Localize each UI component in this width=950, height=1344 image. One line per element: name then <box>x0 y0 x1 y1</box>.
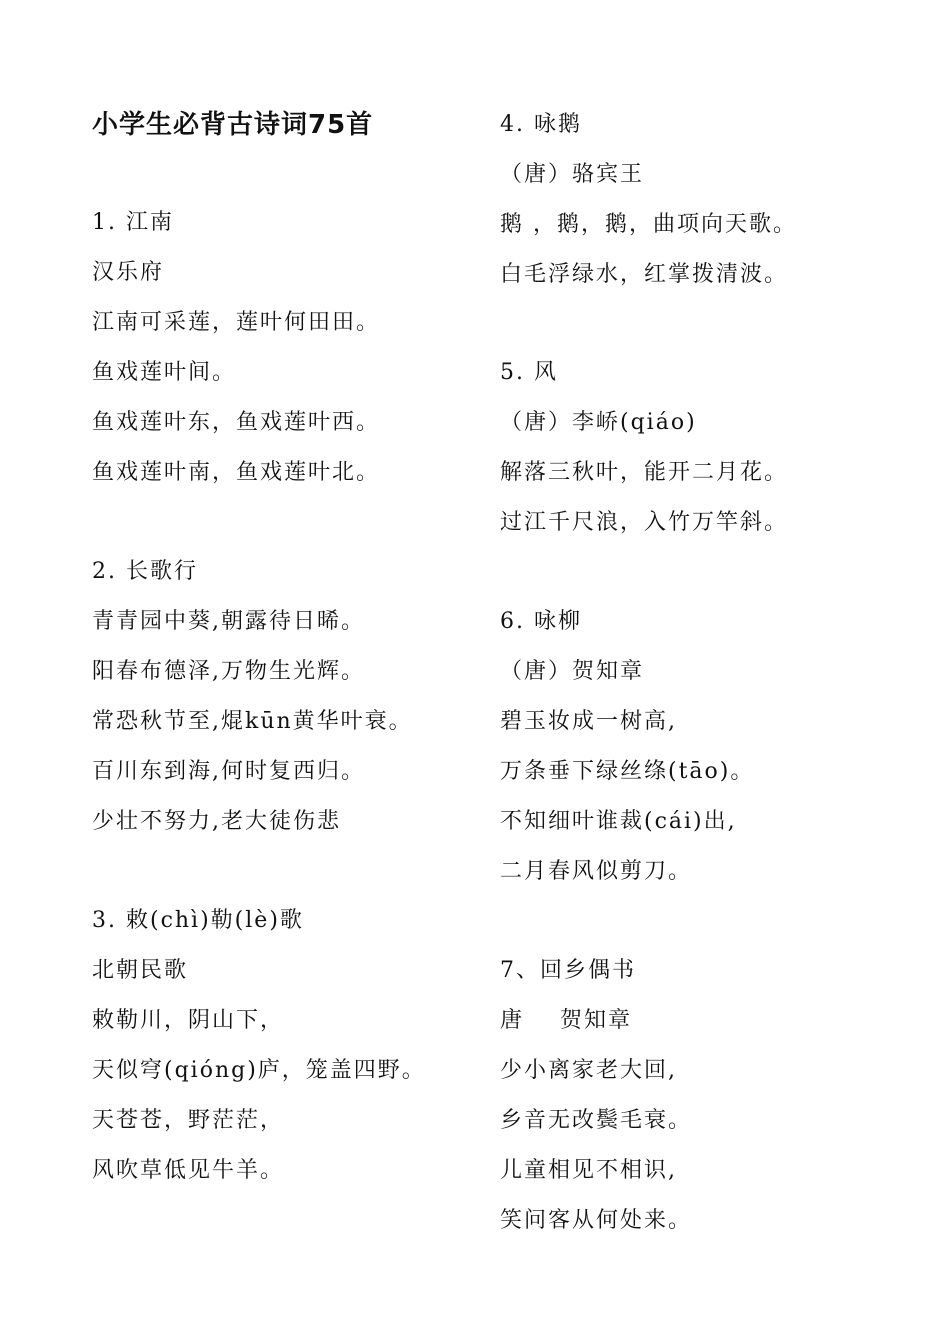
poem-3-heading: 3. 敕(chì)勒(lè)歌 <box>92 908 304 933</box>
document-title: 小学生必背古诗词75首 <box>92 110 374 140</box>
poem-1-line: 鱼戏莲叶南，鱼戏莲叶北。 <box>92 460 381 485</box>
poem-2-line: 青青园中葵,朝露待日晞。 <box>92 609 365 634</box>
poem-1-line: 鱼戏莲叶东，鱼戏莲叶西。 <box>92 410 381 435</box>
poem-7-line: 乡音无改鬓毛衰。 <box>500 1108 693 1133</box>
poem-6-line: 不知细叶谁裁(cái)出, <box>500 809 737 834</box>
poem-4-heading: 4. 咏鹅 <box>500 112 582 137</box>
poem-2-line: 少壮不努力,老大徒伤悲 <box>92 809 341 834</box>
poem-3-author: 北朝民歌 <box>92 958 189 983</box>
poem-1-author: 汉乐府 <box>92 260 165 285</box>
poem-2-line: 常恐秋节至,焜kūn黄华叶衰。 <box>92 709 413 734</box>
poem-7-heading: 7、回乡偶书 <box>500 958 636 983</box>
poem-6-heading: 6. 咏柳 <box>500 609 582 634</box>
poem-5-line: 解落三秋叶，能开二月花。 <box>500 460 789 485</box>
poem-3-line: 天似穹(qióng)庐，笼盖四野。 <box>92 1058 426 1083</box>
poem-7-line: 笑问客从何处来。 <box>500 1208 693 1233</box>
poem-5-heading: 5. 风 <box>500 360 558 385</box>
poem-7-line: 儿童相见不相识, <box>500 1158 677 1183</box>
poem-2-heading: 2. 长歌行 <box>92 559 198 584</box>
poem-6-line: 碧玉妆成一树高, <box>500 709 677 734</box>
poem-3-line: 敕勒川，阴山下， <box>92 1008 285 1033</box>
poem-4-line: 白毛浮绿水，红掌拨清波。 <box>500 262 789 287</box>
poem-5-line: 过江千尺浪，入竹万竿斜。 <box>500 510 789 535</box>
poem-6-line: 万条垂下绿丝绦(tāo)。 <box>500 759 755 784</box>
poem-1-line: 江南可采莲，莲叶何田田。 <box>92 310 381 335</box>
poem-4-author: （唐）骆宾王 <box>500 162 645 187</box>
poem-7-author: 唐 贺知章 <box>500 1008 632 1033</box>
poem-4-line: 鹅 ，鹅，鹅，曲项向天歌。 <box>500 212 797 237</box>
poem-1-line: 鱼戏莲叶间。 <box>92 360 237 385</box>
poem-3-line: 天苍苍，野茫茫， <box>92 1108 285 1133</box>
poem-6-author: （唐）贺知章 <box>500 659 645 684</box>
poem-6-line: 二月春风似剪刀。 <box>500 859 693 884</box>
poem-3-line: 风吹草低见牛羊。 <box>92 1158 285 1183</box>
poem-2-line: 阳春布德泽,万物生光辉。 <box>92 659 365 684</box>
poem-2-line: 百川东到海,何时复西归。 <box>92 759 365 784</box>
poem-5-author: （唐）李峤(qiáo) <box>500 410 697 435</box>
poem-1-heading: 1. 江南 <box>92 210 174 235</box>
poem-7-line: 少小离家老大回, <box>500 1058 677 1083</box>
